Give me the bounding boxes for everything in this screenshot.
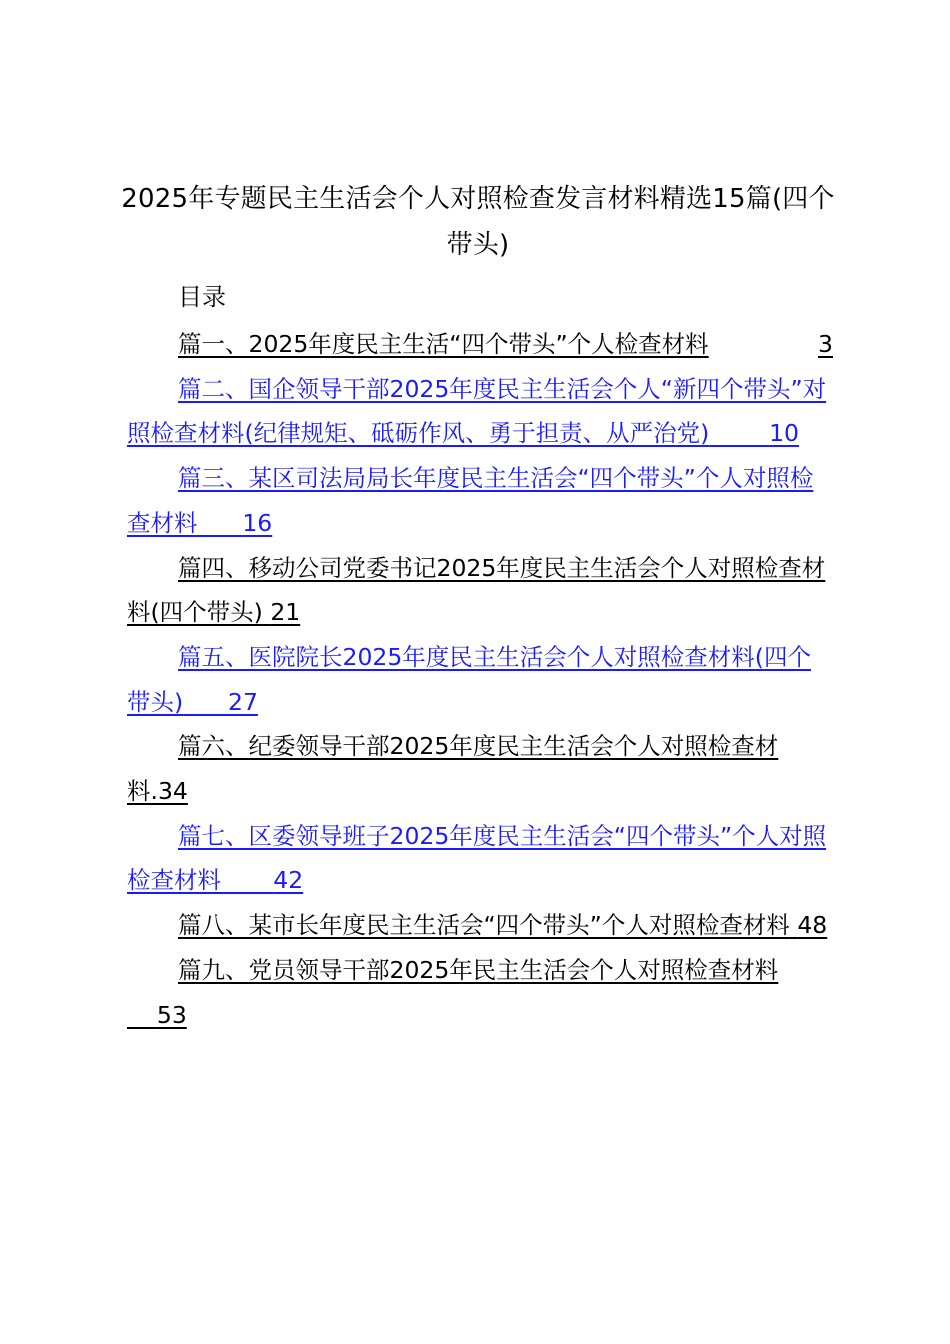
toc-entry-label: 篇九、党员领导干部2025年民主生活会个人对照检查材料 [178, 955, 779, 984]
toc-entry-label: 篇六、纪委领导干部2025年度民主生活会个人对照检查材料. [127, 732, 779, 806]
toc-entry-4[interactable] [127, 546, 833, 635]
toc-entry-label: 篇八、某市长年度民主生活会“四个带头”个人对照检查材料 [178, 911, 790, 940]
toc-entry-page: 21 [270, 598, 301, 627]
toc-entry-3[interactable] [127, 456, 833, 545]
toc-entry-label: 篇二、国企领导干部2025年度民主生活会个人“新四个带头”对照检查材料(纪律规矩、砥砺作风、勇于担责、从严治党) [127, 374, 827, 448]
toc-entry-page: 27 [228, 687, 258, 716]
document-title: 2025年专题民主生活会个人对照检查发言材料精选15篇(四个带头) [121, 184, 835, 260]
toc-entry-label: 篇四、移动公司党委书记2025年度民主生活会个人对照检查材料(四个带头) [127, 553, 826, 627]
toc-entry-page: 48 [797, 911, 828, 940]
toc-entry-5[interactable] [127, 635, 833, 724]
toc-entry-9[interactable] [127, 948, 833, 1037]
toc-entry-page: 42 [273, 866, 304, 895]
toc-entry-page: 10 [769, 419, 800, 448]
toc-entry-2[interactable] [127, 367, 833, 456]
toc-entry-8[interactable] [127, 903, 833, 948]
toc-entry-label: 篇五、医院院长2025年度民主生活会个人对照检查材料(四个带头) [127, 642, 811, 716]
toc-heading: 目录 [178, 283, 226, 311]
toc-entry-page: 3 [818, 330, 833, 358]
toc-entry-page: 34 [157, 777, 188, 806]
toc-entry-label: 篇七、区委领导班子2025年度民主生活会“四个带头”个人对照检查材料 [127, 821, 827, 895]
toc-entry-7[interactable] [127, 814, 833, 903]
toc-entry-page: 16 [242, 508, 273, 537]
toc-entry-label: 篇三、某区司法局局长年度民主生活会“四个带头”个人对照检查材料 [127, 464, 814, 537]
toc-entry-page: 53 [156, 1000, 187, 1029]
toc-entry-6[interactable] [127, 724, 833, 813]
toc-entry-1[interactable] [127, 322, 833, 367]
toc-entry-label: 篇一、2025年度民主生活“四个带头”个人检查材料 [178, 330, 709, 358]
table-of-contents [127, 322, 833, 1037]
